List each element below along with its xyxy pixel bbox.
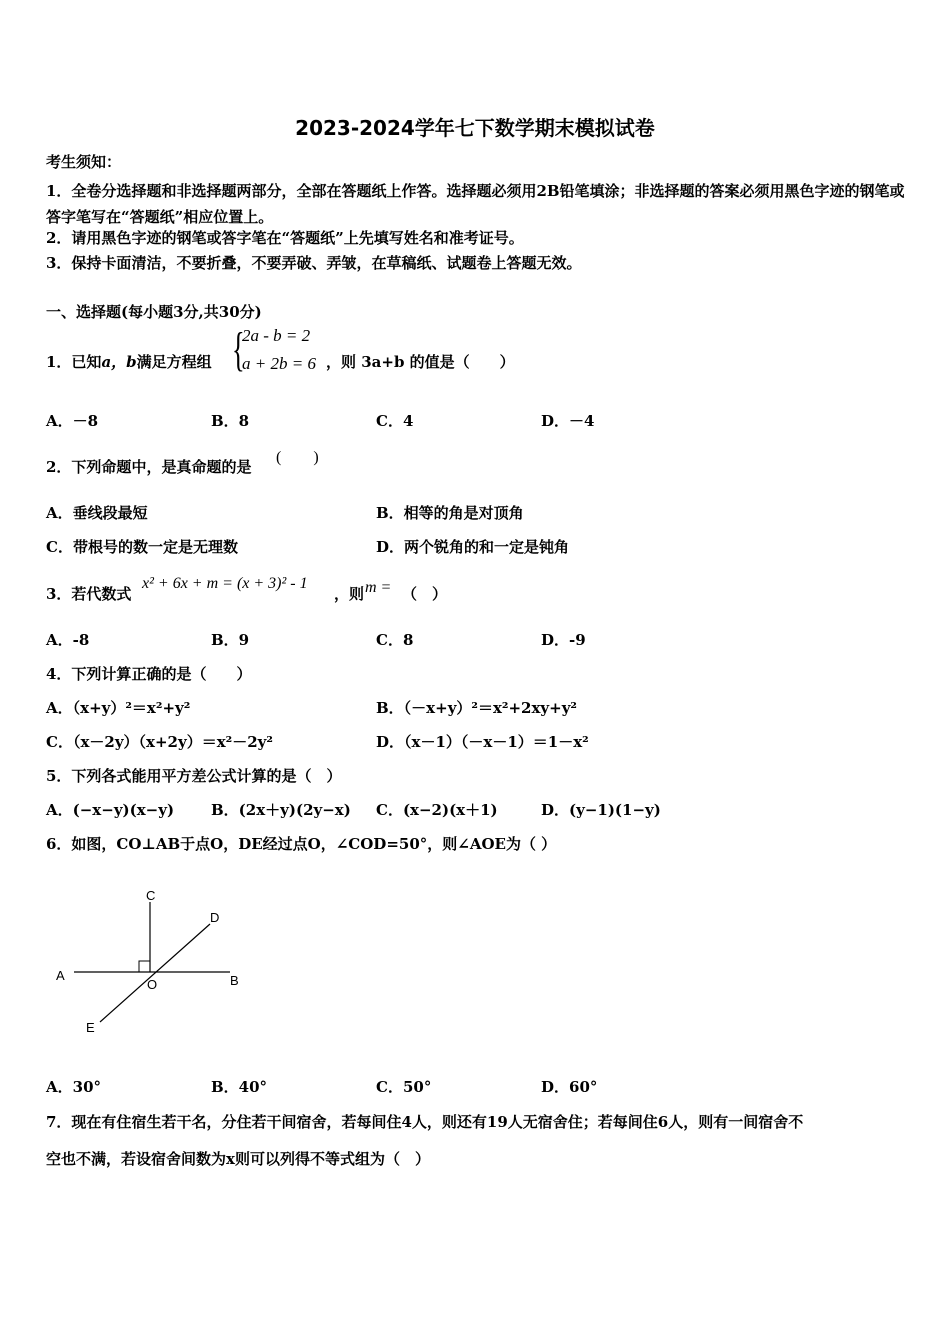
label-d: D [210, 910, 220, 925]
q2-option-b[interactable]: B．相等的角是对顶角 [376, 504, 524, 522]
question-4-stem: 4．下列计算正确的是（ ） [46, 665, 252, 683]
question-1-suffix: ，则 3a+b 的值是（ ） [326, 353, 515, 371]
q3-mid: ，则 [334, 585, 365, 603]
equation-1: 2a - b = 2 [242, 326, 311, 345]
notice-item-2: 2．请用黑色字迹的钢笔或答字笔在“答题纸”上先填写姓名和准考证号。 [46, 229, 524, 247]
q6-option-b[interactable]: B．40° [211, 1078, 268, 1096]
q3-expression: x² + 6x + m = (x + 3)² - 1 [142, 575, 308, 592]
q3-option-d[interactable]: D．-9 [541, 631, 586, 649]
label-e: E [86, 1020, 95, 1035]
q4-option-b[interactable]: B．（－x+y）²＝x²+2xy+y² [376, 699, 578, 717]
q5-option-d[interactable]: D．(y−1)(1−y) [541, 801, 661, 819]
equation-system [232, 324, 322, 380]
q1-option-d[interactable]: D．－4 [541, 412, 595, 430]
line-de [100, 924, 210, 1022]
question-6-stem: 6．如图，CO⊥AB于点O，DE经过点O，∠COD=50°，则∠AOE为（ ） [46, 835, 557, 853]
geometry-figure [50, 880, 260, 1040]
q5-option-b[interactable]: B．(2x＋y)(2y−x) [211, 801, 351, 819]
q2-answer-paren: ( ) [276, 449, 319, 466]
question-7-line-1: 7．现在有住宿生若干名，分住若干间宿舍，若每间住4人，则还有19人无宿舍住；若每间住6人，则有一间宿舍不 [46, 1113, 804, 1131]
label-o: O [147, 977, 158, 992]
q2-option-c[interactable]: C．带根号的数一定是无理数 [46, 538, 238, 556]
q1-option-a[interactable]: A．－8 [46, 412, 99, 430]
q1-option-c[interactable]: C．4 [376, 412, 414, 430]
q1-vars: a，b [101, 353, 137, 371]
label-b: B [230, 973, 239, 988]
q3-option-b[interactable]: B．9 [211, 631, 250, 649]
q1-option-b[interactable]: B．8 [211, 412, 250, 430]
right-angle-mark [139, 961, 150, 972]
q5-option-c[interactable]: C．(x−2)(x＋1) [376, 801, 498, 819]
q3-suffix: （ ） [402, 585, 448, 603]
q6-option-d[interactable]: D．60° [541, 1078, 598, 1096]
q4-option-d[interactable]: D．（x－1）（－x－1）＝1－x² [376, 733, 589, 751]
q6-option-c[interactable]: C．50° [376, 1078, 432, 1096]
brace-icon: { [232, 323, 245, 376]
label-a: A [56, 968, 65, 983]
notice-item-1: 1．全卷分选择题和非选择题两部分，全部在答题纸上作答。选择题必须用2B铅笔填涂；非选择题的答案必须用黑色字迹的钢笔或答字笔写在“答题纸”相应位置上。 [46, 182, 905, 226]
q5-option-a[interactable]: A．(−x−y)(x−y) [46, 801, 175, 819]
q3-option-c[interactable]: C．8 [376, 631, 414, 649]
q3-m: m = [365, 579, 392, 596]
q2-option-a[interactable]: A．垂线段最短 [46, 504, 148, 522]
q2-option-d[interactable]: D．两个锐角的和一定是钝角 [376, 538, 570, 556]
question-5-stem: 5．下列各式能用平方差公式计算的是（ ） [46, 767, 342, 785]
label-c: C [146, 888, 156, 903]
question-3-prefix: 3．若代数式 [46, 585, 132, 603]
notice-item-3: 3．保持卡面清洁，不要折叠，不要弄破、弄皱，在草稿纸、试题卷上答题无效。 [46, 254, 582, 272]
q4-option-a[interactable]: A．（x+y）²＝x²+y² [46, 699, 191, 717]
equation-2: a + 2b = 6 [242, 354, 316, 373]
section-heading: 一、选择题(每小题3分,共30分) [46, 303, 262, 321]
page-title: 2023-2024学年七下数学期末模拟试卷 [295, 116, 655, 140]
notice-heading: 考生须知： [46, 153, 122, 171]
q4-option-c[interactable]: C．（x－2y）（x+2y）＝x²－2y² [46, 733, 273, 751]
q3-option-a[interactable]: A．-8 [46, 631, 90, 649]
question-7-line-2: 空也不满，若设宿舍间数为x则可以列得不等式组为（ ） [46, 1150, 430, 1168]
question-2-stem: 2．下列命题中，是真命题的是 [46, 458, 252, 476]
q6-option-a[interactable]: A．30° [46, 1078, 102, 1096]
q1-prefix: 1．已知 [46, 353, 102, 371]
q1-mid: 满足方程组 [136, 353, 212, 371]
question-1-stem [46, 352, 212, 372]
